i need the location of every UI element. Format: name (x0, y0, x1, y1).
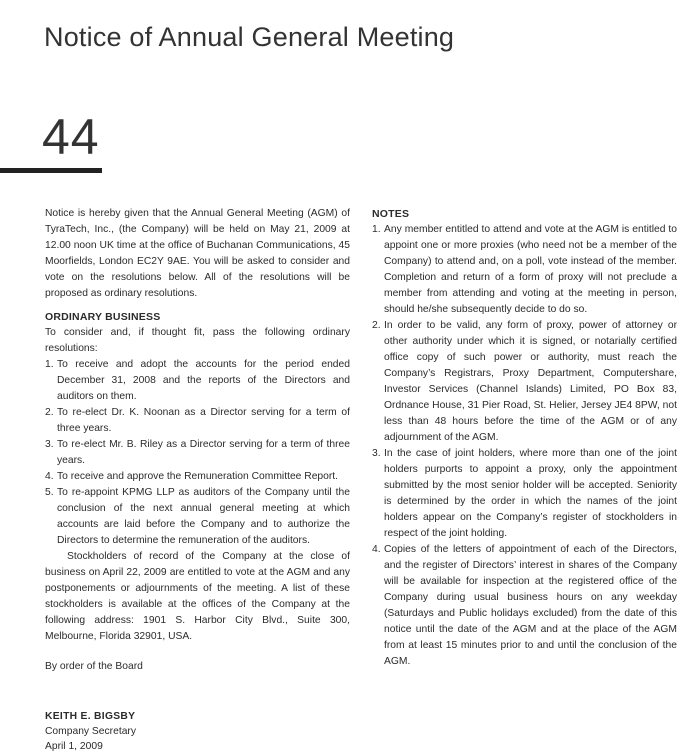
resolution-text: To receive and adopt the accounts for the period ended December 31, 2008 and the reports of the Directors and auditors on them. (57, 359, 350, 402)
signatory-role: Company Secretary (45, 726, 136, 737)
note-item (372, 318, 677, 446)
note-text: Copies of the letters of appointment of each of the Directors, and the register of Directors’ interest in shares of the Company will be available for inspection at the registered office of the Company during usual business hours on any weekday (Saturdays and Public holidays excluded) from the date of this notice until the date of the AGM and at the place of the AGM from at least 15 minutes prior to and until the conclusion of the AGM. (384, 544, 677, 667)
signatory-name: KEITH E. BIGSBY (45, 711, 136, 722)
by-order-text: By order of the Board (45, 661, 143, 672)
notes-heading: NOTES (372, 208, 410, 220)
note-number: 3. (372, 448, 381, 459)
page-number: 44 (42, 109, 100, 165)
signature-date: April 1, 2009 (45, 741, 103, 752)
note-item (372, 542, 677, 670)
resolution-item (45, 357, 350, 405)
ordinary-business-heading: ORDINARY BUSINESS (45, 311, 161, 323)
resolution-item (45, 405, 350, 437)
note-text: Any member entitled to attend and vote at the AGM is entitled to appoint one or more proxies (who need not be a member of the Company) to attend and, on a poll, vote instead of the member. Completion and return of a form of proxy will not preclude a member from attending and voting at the meeting in person, should he/she subsequently decide to do so. (384, 224, 677, 315)
note-item (372, 222, 677, 318)
note-number: 2. (372, 320, 381, 331)
ordinary-business-intro: To consider and, if thought fit, pass the following ordinary resolutions: (45, 327, 350, 354)
resolution-number: 3. (45, 439, 54, 450)
resolution-number: 1. (45, 359, 54, 370)
intro-paragraph: Notice is hereby given that the Annual General Meeting (AGM) of TyraTech, Inc., (the Company) will be held on May 21, 2009 at 12.00 noon UK time at the office of Buchanan Communications, 45 Moorfields, London EC2Y 9AE. You will be asked to consider and vote on the resolutions below. All of the resolutions will be proposed as ordinary resolutions. (45, 208, 350, 299)
page-title: Notice of Annual General Meeting (44, 22, 455, 53)
left-column (45, 206, 350, 675)
resolutions-list (45, 357, 350, 549)
notes-list (372, 222, 677, 670)
resolution-text: To re-elect Dr. K. Noonan as a Director serving for a term of three years. (57, 407, 350, 434)
signature-block (45, 709, 136, 754)
note-text: In the case of joint holders, where more than one of the joint holders purports to appoint a proxy, only the appointment submitted by the most senior holder will be accepted. Seniority is determined by the order in which the names of the joint holders appear on the Company’s register of stockholders in respect of the joint holding. (384, 448, 677, 539)
resolution-number: 5. (45, 487, 54, 498)
resolution-text: To re-elect Mr. B. Riley as a Director serving for a term of three years. (57, 439, 350, 466)
page-number-rule (0, 168, 102, 173)
resolution-item (45, 485, 350, 549)
resolution-item (45, 437, 350, 469)
note-number: 4. (372, 544, 381, 555)
resolution-number: 2. (45, 407, 54, 418)
resolution-text: To receive and approve the Remuneration Committee Report. (57, 471, 339, 482)
resolution-item (45, 469, 350, 485)
note-text: In order to be valid, any form of proxy, power of attorney or other authority under which it is signed, or notarially certified office copy of such power or authority, must reach the Company’s Registrars, Proxy Department, Computershare, Investor Services (Channel Islands) Limited, PO Box 83, Ordnance House, 31 Pier Road, St. Helier, Jersey JE4 8PW, not less than 48 hours before the time of the AGM or of any adjournment of the AGM. (384, 320, 677, 443)
resolution-number: 4. (45, 471, 54, 482)
resolution-text: To re-appoint KPMG LLP as auditors of the Company until the conclusion of the next annual general meeting at which accounts are laid before the Company and to authorize the Directors to determine the remuneration of the auditors. (57, 487, 350, 546)
note-item (372, 446, 677, 542)
record-date-paragraph: Stockholders of record of the Company at the close of business on April 22, 2009 are entitled to vote at the AGM and any postponements or adjournments of the meeting. A list of these stockholders is available at the offices of the Company at the following address: 1901 S. Harbor City Blvd., Suite 300, Melbourne, Florida 32901, USA. (45, 551, 350, 642)
right-column (372, 206, 677, 670)
note-number: 1. (372, 224, 381, 235)
